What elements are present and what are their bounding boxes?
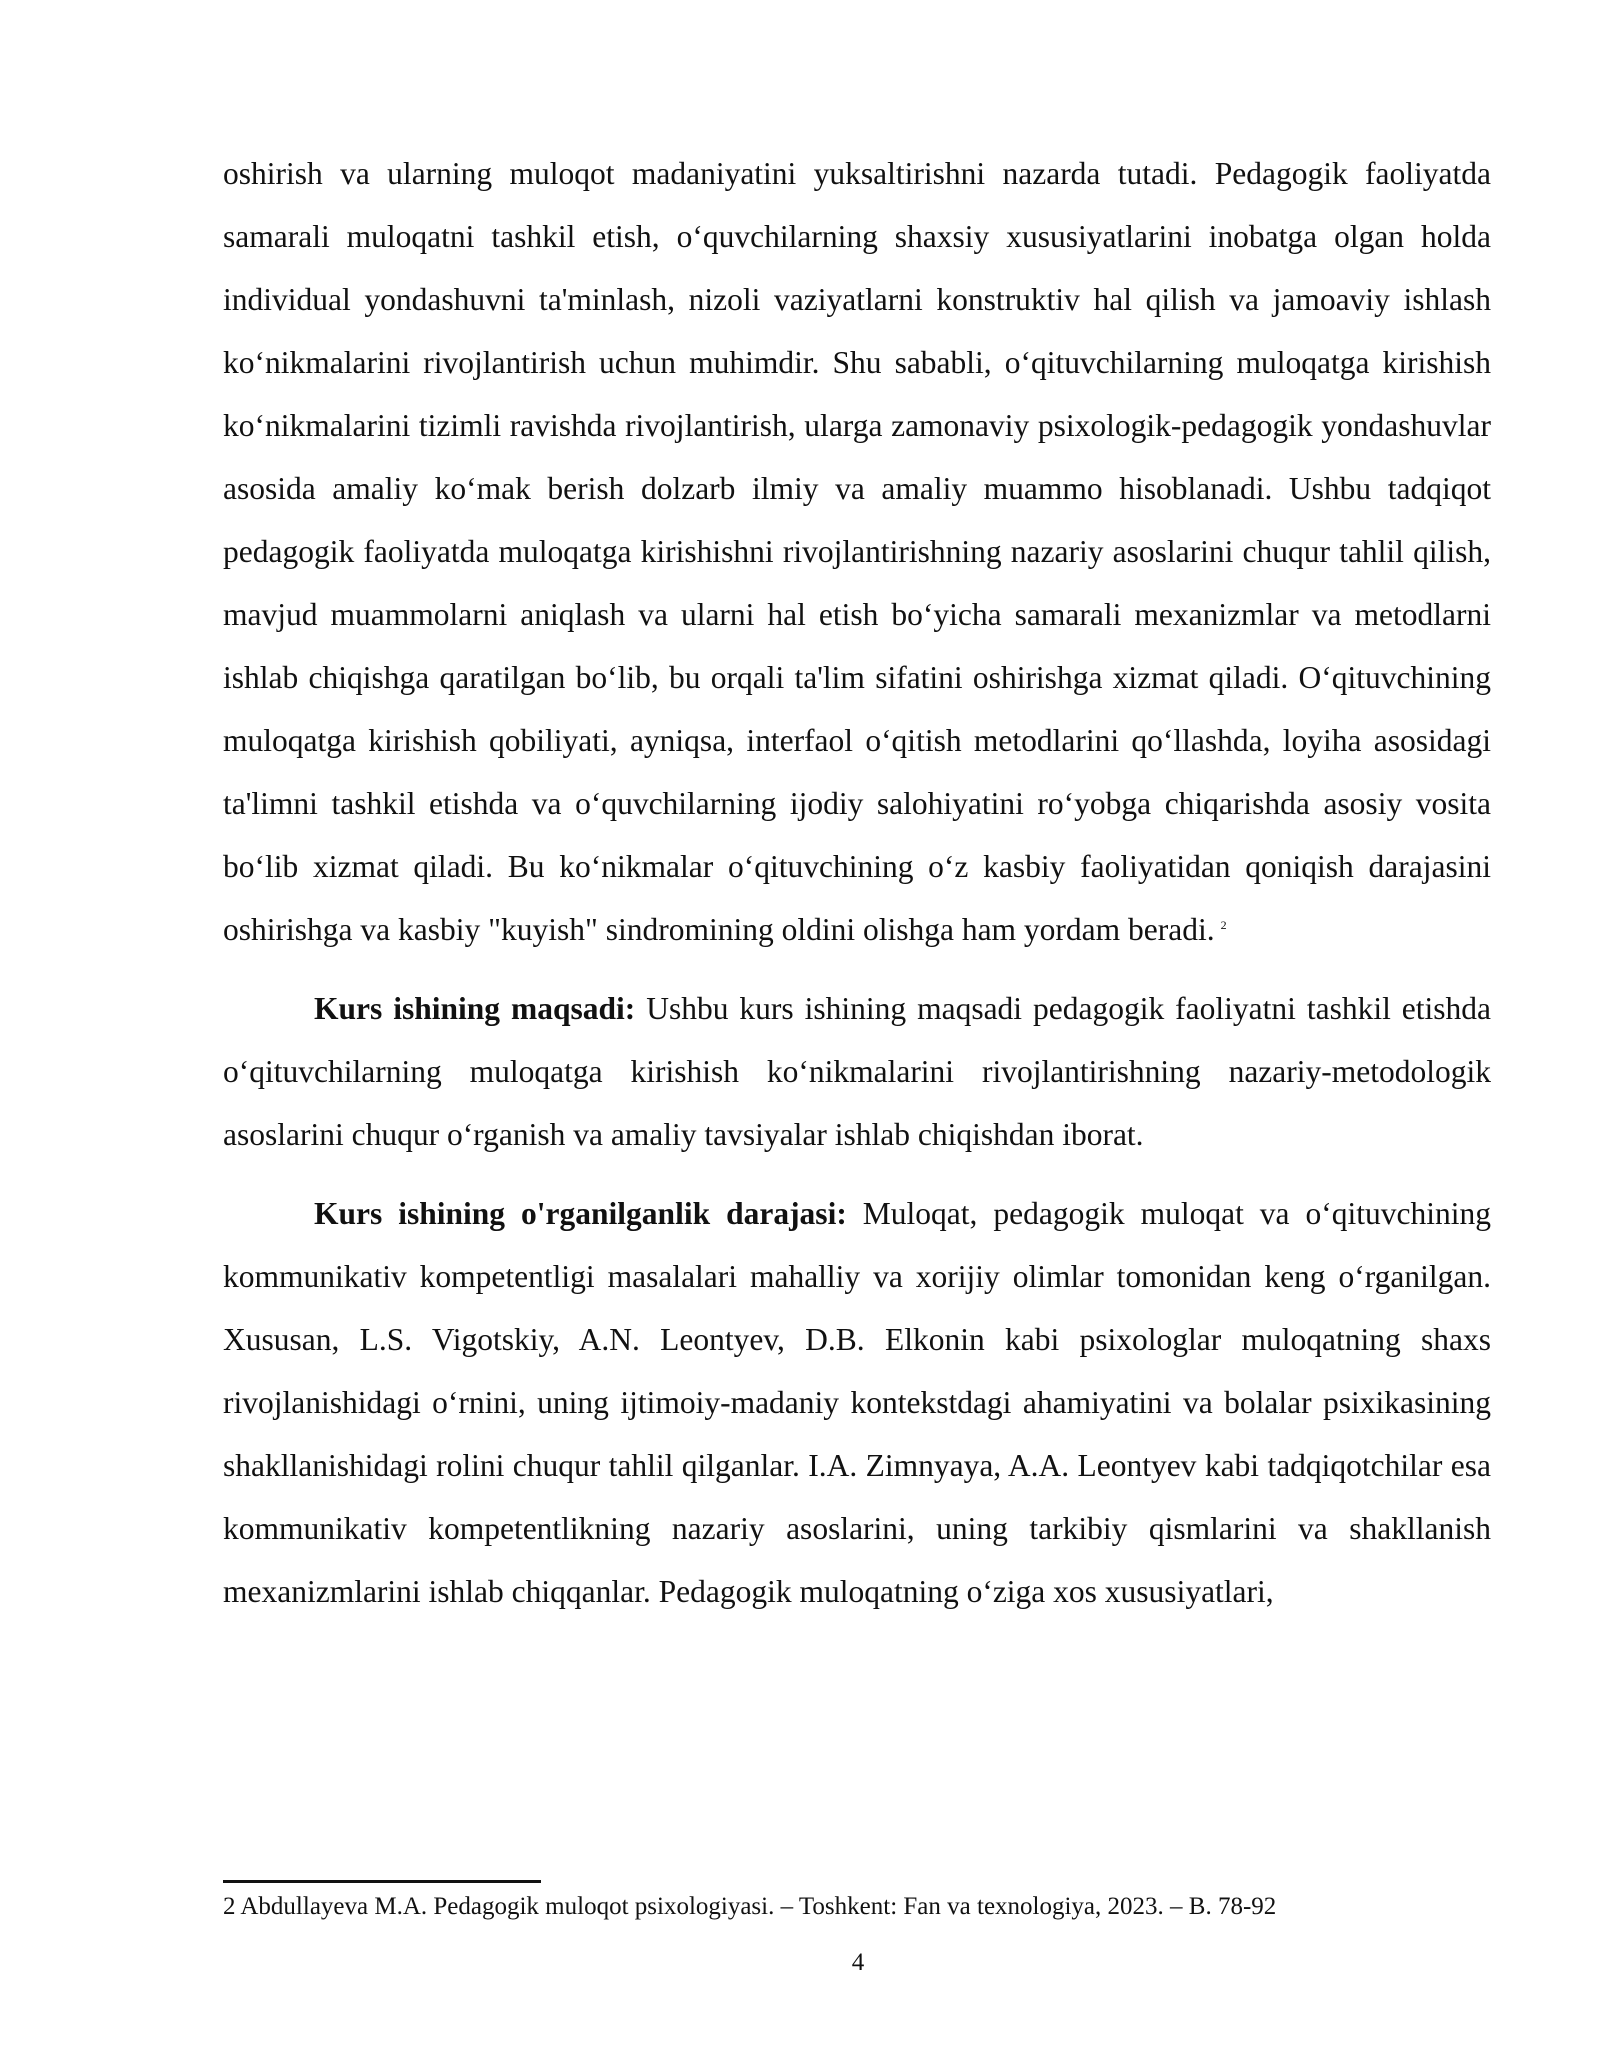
paragraph-1-text: oshirish va ularning muloqot madaniyatini yuksaltirishni nazarda tutadi. Pedagogik faoliyatda samarali muloqatni tashkil etish, o‘quvchilarning shaxsiy xususiyatlarini inobatga olgan holda individual yondashuvni ta'minlash, nizoli vaziyatlarni konstruktiv hal qilish va jamoaviy ishlash ko‘nikmalarini rivojlantirish uchun muhimdir. Shu sababli, o‘qituvchilarning muloqatga kirishish ko‘nikmalarini tizimli ravishda rivojlantirish, ularga zamonaviy psixologik-pedagogik yondashuvlar asosida amaliy ko‘mak berish dolzarb ilmiy va amaliy muammo hisoblanadi. Ushbu tadqiqot pedagogik faoliyatda muloqatga kirishishni rivojlantirishning nazariy asoslarini chuqur tahlil qilish, mavjud muammolarni aniqlash va ularni hal etish bo‘yicha samarali mexanizmlar va metodlarni ishlab chiqishga qaratilgan bo‘lib, bu orqali ta'lim sifatini oshirishga xizmat qiladi. O‘qituvchining muloqatga kirishish qobiliyati, ayniqsa, interfaol o‘qitish metodlarini qo‘llashda, loyiha asosidagi ta'limni tashkil etishda va o‘quvchilarning ijodiy salohiyatini ro‘yobga chiqarishda asosiy vosita bo‘lib xizmat qiladi. Bu ko‘nikmalar o‘qituvchining o‘z kasbiy faoliyatidan qoniqish darajasini oshirishga va kasbiy "kuyish" sindromining oldini olishga ham yordam beradi.: [223, 156, 1491, 947]
study-level-heading: Kurs ishining o'rganilganlik darajasi:: [314, 1196, 847, 1231]
page-number: 4: [851, 1949, 865, 1976]
footnote: 2 Abdullayeva M.A. Pedagogik muloqot psixologiyasi. – Toshkent: Fan va texnologiya, 2023. – B. 78-92: [223, 1893, 1277, 1920]
document-body: [223, 142, 1491, 1623]
footnote-reference[interactable]: 2: [1220, 917, 1227, 932]
footnote-separator: [223, 1880, 541, 1883]
aim-text: Ushbu kurs ishining maqsadi pedagogik faoliyatni tashkil etishda o‘qituvchilarning muloqatga kirishish ko‘nikmalarini rivojlantirishning nazariy-metodologik asoslarini chuqur o‘rganish va amaliy tavsiyalar ishlab chiqishdan iborat.: [223, 991, 1492, 1152]
study-level-text: Muloqat, pedagogik muloqat va o‘qituvchining kommunikativ kompetentligi masalalari mahalliy va xorijiy olimlar tomonidan keng o‘rganilgan. Xususan, L.S. Vigotskiy, A.N. Leontyev, D.B. Elkonin kabi psixologlar muloqatning shaxs rivojlanishidagi o‘rnini, uning ijtimoiy-madaniy kontekstdagi ahamiyatini va bolalar psixikasining shakllanishidagi rolini chuqur tahlil qilganlar. I.A. Zimnyaya, A.A. Leontyev kabi tadqiqotchilar esa kommunikativ kompetentlikning nazariy asoslarini, uning tarkibiy qismlarini va shakllanish mexanizmlarini ishlab chiqqanlar. Pedagogik muloqatning o‘ziga xos xususiyatlari,: [223, 1196, 1491, 1609]
paragraph-1: [223, 142, 1491, 961]
paragraph-aim: [223, 977, 1491, 1166]
paragraph-study-level: [223, 1182, 1491, 1623]
aim-heading: Kurs ishining maqsadi:: [314, 991, 636, 1026]
